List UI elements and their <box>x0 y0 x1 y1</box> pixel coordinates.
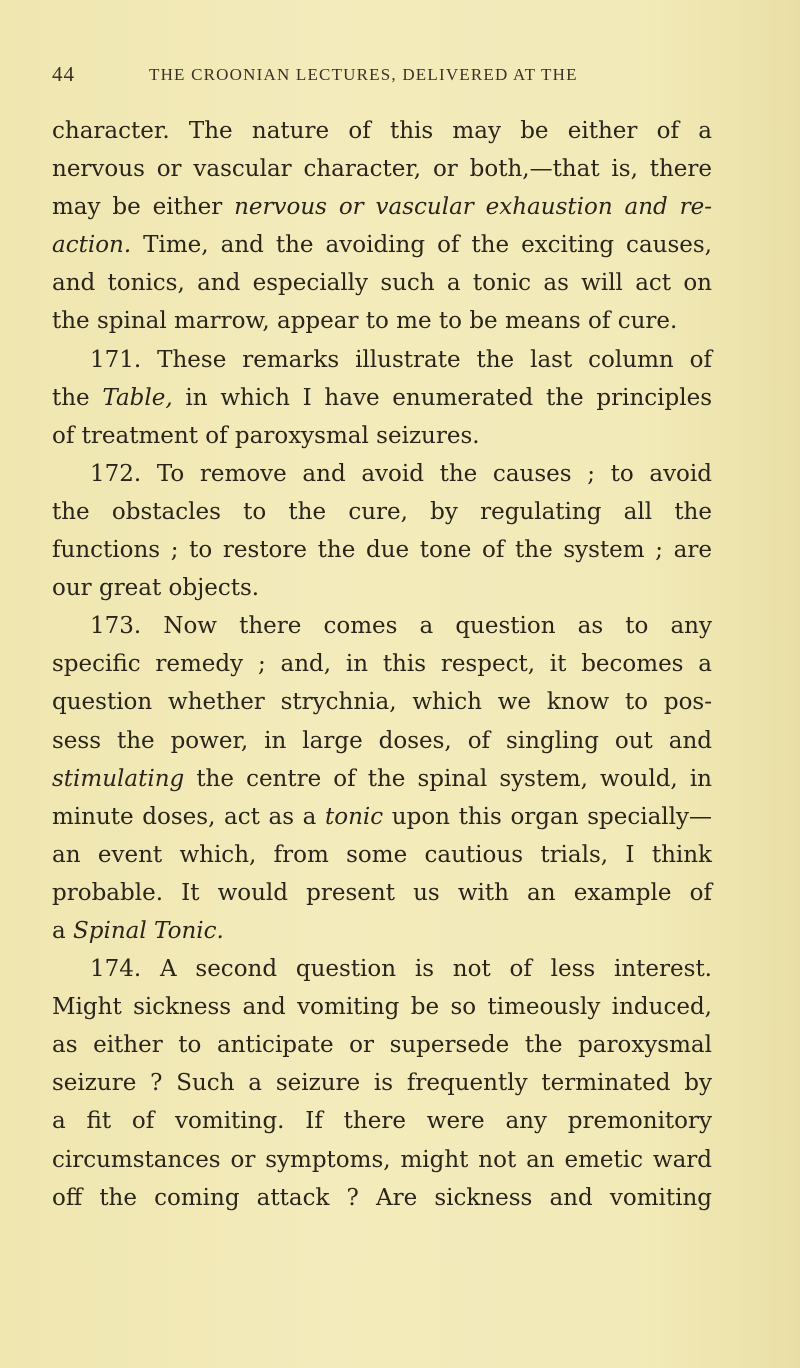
text-segment: probable. It would present us with an example of <box>52 879 712 906</box>
text-segment: as either to anticipate or supersede the paroxysmal <box>52 1032 712 1059</box>
text-line <box>52 226 712 264</box>
text-segment: of treatment of paroxysmal seizures. <box>52 422 480 449</box>
text-segment: the obstacles to the cure, by regulating all the <box>52 498 712 525</box>
text-segment: may be either <box>52 194 235 221</box>
text-segment: question whether strychnia, which we know to pos- <box>52 689 712 716</box>
italic-text: nervous or vascular exhaustion and re- <box>234 194 712 221</box>
text-segment: circumstances or symptoms, might not an emetic ward <box>52 1146 712 1173</box>
text-segment: the spinal marrow, appear to me to be means of cure. <box>52 308 678 335</box>
text-segment: off the coming attack ? Are sickness and vomiting <box>52 1184 712 1211</box>
text-line <box>52 302 712 340</box>
text-segment: character. The nature of this may be either of a <box>52 118 712 144</box>
text-segment: Might sickness and vomiting be so timeously induced, <box>52 994 712 1021</box>
text-line <box>52 798 712 836</box>
running-title: THE CROONIAN LECTURES, DELIVERED AT THE <box>149 65 578 84</box>
text-segment: functions ; to restore the due tone of the system ; are <box>52 537 712 564</box>
text-segment: 173. Now there comes a question as to any <box>90 613 712 640</box>
text-line <box>52 874 712 912</box>
text-line <box>52 645 712 683</box>
text-segment: 172. To remove and avoid the causes ; to avoid <box>90 460 712 487</box>
text-segment: an event which, from some cautious trials, I think <box>52 841 712 868</box>
text-line <box>52 112 712 150</box>
text-segment: a <box>52 917 74 944</box>
text-segment: sess the power, in large doses, of singling out and <box>52 727 712 754</box>
text-line <box>52 493 712 531</box>
text-segment: nervous or vascular character, or both,—that is, there <box>52 156 712 183</box>
text-line <box>52 722 712 760</box>
text-line <box>52 1102 712 1140</box>
text-segment: a fit of vomiting. If there were any premonitory <box>52 1108 712 1135</box>
italic-text: stimulating <box>52 765 185 792</box>
text-line <box>52 988 712 1026</box>
text-line <box>52 379 712 417</box>
text-segment: and tonics, and especially such a tonic as will act on <box>52 270 712 297</box>
text-line <box>52 760 712 798</box>
text-line <box>52 417 712 455</box>
body-text <box>52 112 712 1217</box>
text-line <box>52 1179 712 1217</box>
text-segment: in which I have enumerated the principles <box>172 384 712 411</box>
text-line <box>52 683 712 721</box>
italic-text: Spinal Tonic. <box>73 917 224 944</box>
text-segment: our great objects. <box>52 575 260 602</box>
text-line <box>52 264 712 302</box>
text-segment: 171. These remarks illustrate the last column of <box>90 346 712 373</box>
text-line <box>52 341 712 379</box>
text-line <box>52 607 712 645</box>
text-line <box>52 1064 712 1102</box>
text-segment: the <box>52 384 103 411</box>
text-line <box>52 950 712 988</box>
page-number: 44 <box>52 62 75 86</box>
text-line <box>52 836 712 874</box>
text-segment: specific remedy ; and, in this respect, it becomes a <box>52 651 712 678</box>
text-line <box>52 150 712 188</box>
text-line <box>52 1026 712 1064</box>
text-segment: 174. A second question is not of less interest. <box>90 956 712 983</box>
text-line <box>52 188 712 226</box>
page-header <box>52 62 752 92</box>
text-segment: the centre of the spinal system, would, in <box>184 765 712 792</box>
text-segment: seizure ? Such a seizure is frequently terminated by <box>52 1070 712 1097</box>
italic-text: action. <box>52 232 132 259</box>
italic-text: tonic <box>325 803 384 830</box>
text-segment: minute doses, act as a <box>52 803 325 830</box>
italic-text: Table, <box>102 384 173 411</box>
text-line <box>52 531 712 569</box>
text-line <box>52 1141 712 1179</box>
text-line <box>52 569 712 607</box>
text-segment: upon this organ specially— <box>383 803 712 830</box>
text-line <box>52 455 712 493</box>
text-segment: Time, and the avoiding of the exciting causes, <box>131 232 712 259</box>
text-line <box>52 912 712 950</box>
